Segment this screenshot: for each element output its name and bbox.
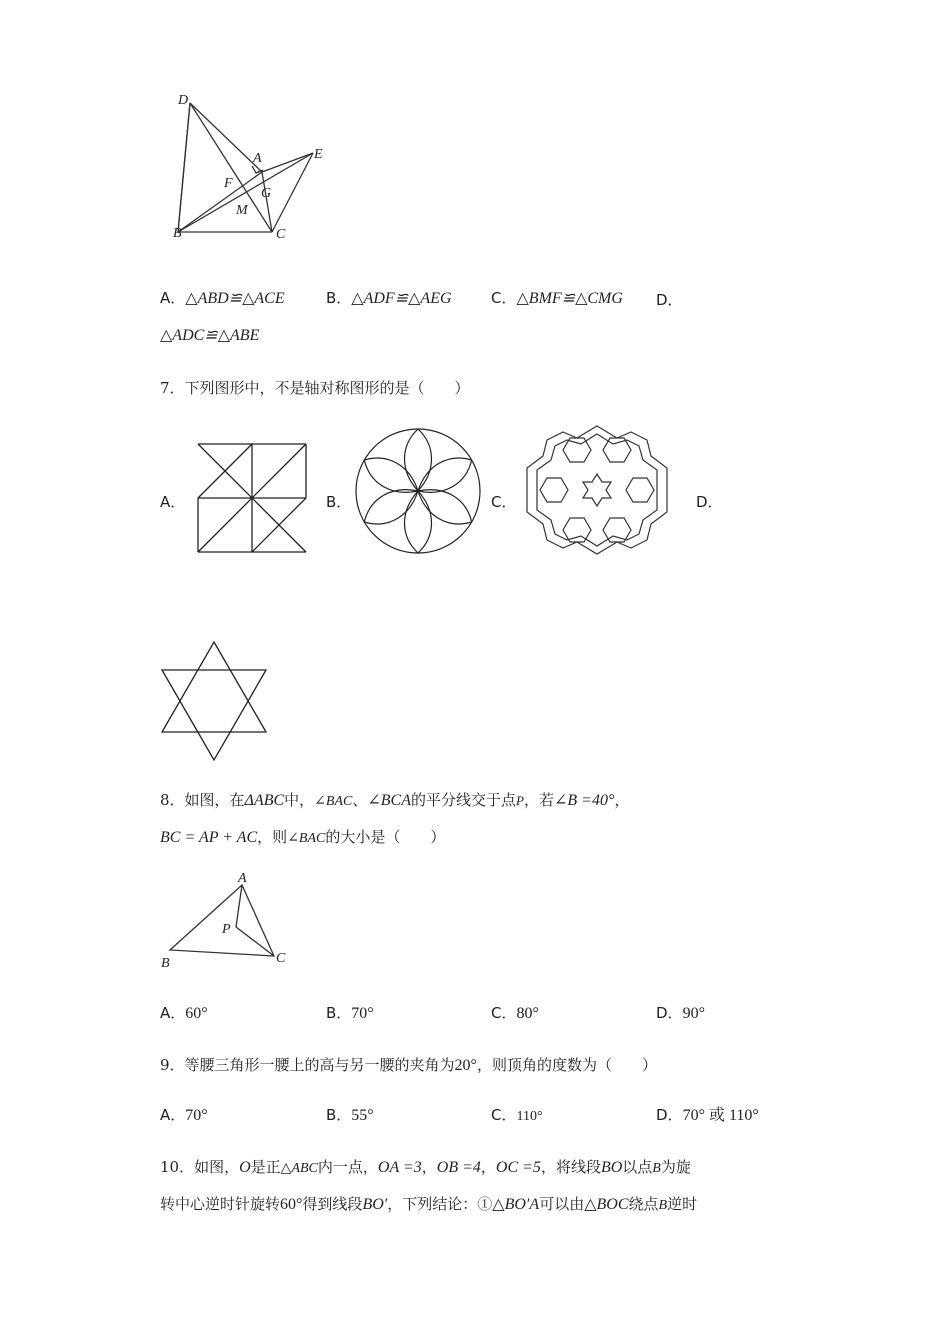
q6-option-d-label: D． — [656, 291, 683, 309]
q8-option-b: B．70° — [326, 1004, 374, 1022]
figure-q6-geometry — [0, 0, 950, 260]
label-A: A — [238, 871, 247, 886]
q8-option-a: A．60° — [160, 1004, 208, 1022]
figure-q7-a-pinwheel — [194, 442, 309, 555]
figure-q7-d-hexagram — [160, 640, 270, 762]
label-E: E — [314, 147, 323, 162]
label-C: C — [276, 227, 286, 242]
label-B: B — [161, 956, 170, 971]
q8-option-c: C．80° — [491, 1004, 539, 1022]
label-B: B — [173, 226, 182, 241]
figure-q8-triangle — [0, 860, 950, 970]
label-C: C — [276, 951, 286, 966]
q9-option-d: D．70° 或 110° — [656, 1106, 759, 1124]
q7-label-a: A． — [160, 493, 186, 511]
q10-stem-line2: 转中心逆时针旋转60°得到线段BO′，下列结论：①△BO′A可以由△BOC绕点B逆时 — [160, 1195, 698, 1213]
q9-stem: 9．等腰三角形一腰上的高与另一腰的夹角为20°，则顶角的度数为（ ） — [160, 1056, 657, 1074]
q7-label-c: C． — [491, 493, 517, 511]
q6-option-c: C．△BMF≌△CMG — [491, 289, 623, 307]
q8-stem-line2: BC = AP + AC，则∠BAC的大小是（ ） — [160, 828, 446, 846]
q8-stem-line1: 8．如图，在ΔABC中，∠BAC、∠BCA的平分线交于点P，若∠B =40°， — [160, 791, 630, 809]
label-A: A — [253, 151, 262, 166]
q9-option-a: A．70° — [160, 1106, 208, 1124]
label-P: P — [222, 922, 231, 937]
label-D: D — [178, 93, 189, 108]
figure-q7-b-flower-circle — [353, 428, 483, 558]
q6-option-d-text: △ADC≌△ABE — [160, 327, 260, 344]
q8-option-d: D．90° — [656, 1004, 705, 1022]
label-M: M — [236, 203, 248, 218]
q9-option-b: B．55° — [326, 1106, 374, 1124]
q6-option-a: A．△ABD≌△ACE — [160, 289, 285, 307]
q7-stem: 7．下列图形中，不是轴对称图形的是（ ） — [160, 379, 470, 397]
figure-q7-c-hexagon-snowflake — [527, 426, 667, 554]
q10-stem-line1: 10．如图，O是正△ABC内一点，OA =3，OB =4，OC =5，将线段BO以点B为旋 — [160, 1158, 691, 1176]
label-F: F — [224, 176, 233, 191]
q7-label-b: B． — [326, 493, 352, 511]
label-G: G — [261, 186, 272, 201]
q6-option-b: B．△ADF≌△AEG — [326, 289, 452, 307]
q9-option-c: C．110° — [491, 1106, 543, 1124]
q7-label-d: D． — [696, 493, 723, 511]
